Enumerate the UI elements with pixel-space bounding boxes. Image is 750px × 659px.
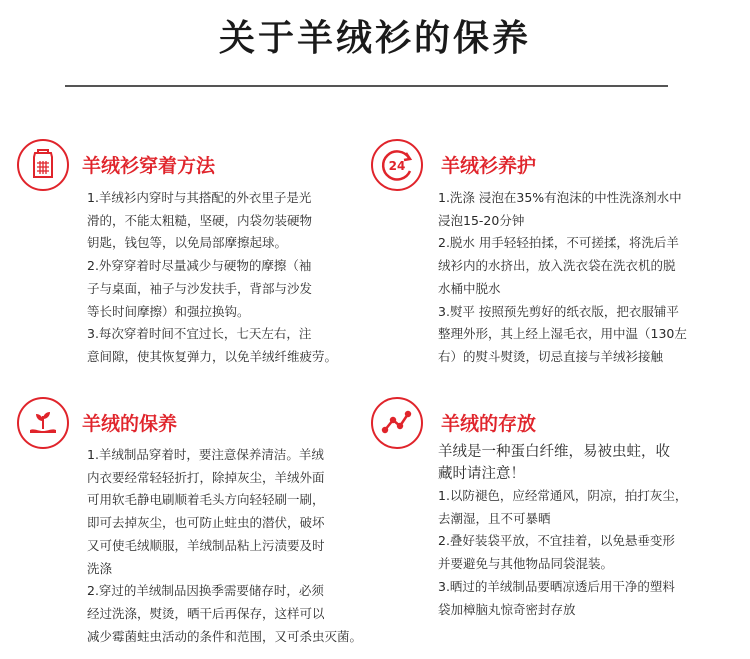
body-line: 3.每次穿着时间不宜过长，七天左右，注 xyxy=(87,326,312,342)
section-body xyxy=(87,187,377,369)
section-body xyxy=(438,441,738,621)
body-line: 1.以防褪色，应经常通风，阴凉，拍打灰尘， xyxy=(438,488,688,503)
body-line: 又可使毛绒顺服，羊绒制品粘上污渍要及时 xyxy=(87,537,325,553)
body-line: 2.脱水 用手轻轻拍揉，不可搓揉，将洗后羊 xyxy=(438,235,679,251)
body-line: 等长时间摩擦）和强拉换钩。 xyxy=(87,303,250,319)
body-line: 2.外穿穿着时尽量减少与硬物的摩擦（袖 xyxy=(87,258,312,274)
body-line: 右）的熨斗熨烫，切忌直接与羊绒衫接触 xyxy=(438,348,664,364)
body-line: 即可去掉灰尘，也可防止蛀虫的潜伏，破坏 xyxy=(87,515,325,531)
body-line: 整理外形，其上经上湿毛衣，用中温（130左 xyxy=(438,326,687,342)
body-line: 2.穿过的羊绒制品因换季需要储存时，必须 xyxy=(87,583,324,599)
section-body xyxy=(87,444,387,648)
body-line: 减少霉菌蛀虫活动的条件和范围，又可杀虫灭菌。 xyxy=(87,628,363,644)
24-hours-icon xyxy=(371,139,423,191)
body-line: 洗涤 xyxy=(87,560,113,576)
body-line: 2.叠好装袋平放，不宜挂着，以免悬垂变形 xyxy=(438,533,675,549)
body-line: 经过洗涤，熨烫，晒干后再保存，这样可以 xyxy=(87,605,325,621)
body-line: 可用软毛静电刷顺着毛头方向轻轻刷一刷， xyxy=(87,492,325,508)
body-line: 3.晒过的羊绒制品要晒凉透后用干净的塑料 xyxy=(438,578,675,594)
page-title: 关于羊绒衫的保养 xyxy=(218,18,531,59)
body-line: 3.熨平 按照预先剪好的纸衣版，把衣服铺平 xyxy=(438,303,679,319)
plant-care-icon xyxy=(17,397,69,449)
section-heading: 羊绒的保养 xyxy=(82,413,178,435)
body-line: 1.洗涤 浸泡在35%有泡沫的中性洗涤剂水中 xyxy=(438,190,682,205)
body-line: 水桶中脱水 xyxy=(438,280,501,296)
body-line: 1.羊绒制品穿着时，要注意保养清洁。羊绒 xyxy=(87,447,324,462)
body-line: 袋加樟脑丸惊奇密封存放 xyxy=(438,601,576,617)
trend-line-icon xyxy=(371,397,423,449)
body-line: 1.羊绒衫内穿时与其搭配的外衣里子是光 xyxy=(87,190,312,205)
title-divider xyxy=(65,85,668,87)
body-line: 钥匙，钱包等，以免局部摩擦起球。 xyxy=(87,235,288,251)
body-line-large: 藏时请注意！ xyxy=(438,466,525,482)
body-line: 绒衫内的水挤出，放入洗衣袋在洗衣机的脱 xyxy=(438,258,676,274)
body-line: 意间隙，使其恢复弹力，以免羊绒纤维疲劳。 xyxy=(87,348,338,364)
sweater-tag-icon xyxy=(17,139,69,191)
body-line-large: 羊绒是一种蛋白纤维，易被虫蛀，收 xyxy=(438,444,670,460)
body-line: 滑的，不能太粗糙，坚硬，内袋勿装硬物 xyxy=(87,212,313,228)
svg-text:24: 24 xyxy=(388,159,406,173)
section-heading: 羊绒衫穿着方法 xyxy=(82,155,216,177)
body-line: 子与桌面，袖子与沙发扶手，背部与沙发 xyxy=(87,280,313,296)
body-line: 内衣要经常轻轻折打，除掉灰尘，羊绒外面 xyxy=(87,469,325,485)
section-body xyxy=(438,187,738,369)
section-heading: 羊绒的存放 xyxy=(441,413,537,435)
body-line: 去潮湿，且不可暴晒 xyxy=(438,510,551,526)
section-heading: 羊绒衫养护 xyxy=(441,155,537,177)
body-line: 浸泡15-20分钟 xyxy=(438,212,525,228)
body-line: 并要避免与其他物品同袋混装。 xyxy=(438,556,614,572)
